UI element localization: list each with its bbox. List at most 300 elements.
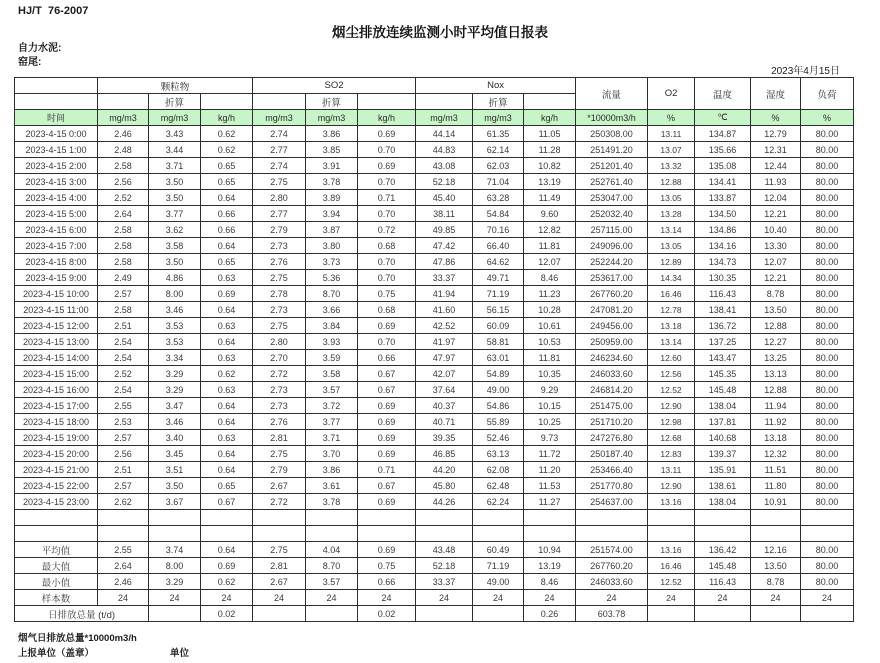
value-cell: 16.46 [648, 558, 695, 574]
value-cell: 137.25 [695, 334, 751, 350]
value-cell: 12.90 [648, 398, 695, 414]
value-cell: 253466.40 [576, 462, 648, 478]
value-cell: 13.11 [648, 126, 695, 142]
value-cell: 2.55 [98, 398, 149, 414]
value-cell: 80.00 [801, 350, 854, 366]
empty-cell [524, 510, 576, 526]
value-cell: 10.94 [524, 542, 576, 558]
value-cell: 3.72 [306, 398, 358, 414]
value-cell: 138.04 [695, 494, 751, 510]
time-cell: 2023-4-15 22:00 [15, 478, 98, 494]
value-cell: 63.01 [473, 350, 524, 366]
value-cell: 0.70 [358, 254, 416, 270]
value-cell: 2.67 [253, 574, 306, 590]
nox-converted-header: 折算 [473, 94, 524, 110]
value-cell: 80.00 [801, 270, 854, 286]
value-cell: 0.69 [358, 494, 416, 510]
value-cell: 24 [98, 590, 149, 606]
value-cell: 80.00 [801, 190, 854, 206]
value-cell: 2.58 [98, 158, 149, 174]
value-cell: 12.44 [751, 158, 801, 174]
value-cell: 136.72 [695, 318, 751, 334]
value-cell: 12.60 [648, 350, 695, 366]
unit-header: % [751, 110, 801, 126]
empty-cell [358, 526, 416, 542]
value-cell: 3.67 [149, 494, 201, 510]
unit-header: *10000m3/h [576, 110, 648, 126]
value-cell: 3.77 [306, 414, 358, 430]
time-cell: 2023-4-15 3:00 [15, 174, 98, 190]
value-cell: 12.78 [648, 302, 695, 318]
value-cell: 12.27 [751, 334, 801, 350]
value-cell: 3.94 [306, 206, 358, 222]
value-cell: 0.67 [201, 494, 253, 510]
value-cell: 3.59 [306, 350, 358, 366]
empty-cell [648, 510, 695, 526]
value-cell: 12.83 [648, 446, 695, 462]
value-cell: 0.71 [358, 462, 416, 478]
value-cell: 12.68 [648, 430, 695, 446]
time-cell: 2023-4-15 12:00 [15, 318, 98, 334]
value-cell: 3.91 [306, 158, 358, 174]
value-cell: 62.48 [473, 478, 524, 494]
value-cell: 249096.00 [576, 238, 648, 254]
empty-cell [648, 526, 695, 542]
value-cell: 13.05 [648, 238, 695, 254]
value-cell: 12.88 [751, 382, 801, 398]
value-cell: 45.80 [416, 478, 473, 494]
empty-cell [201, 94, 253, 110]
value-cell [149, 606, 201, 622]
table-row [15, 206, 854, 222]
value-cell: 13.14 [648, 334, 695, 350]
value-cell: 13.11 [648, 462, 695, 478]
value-cell: 130.35 [695, 270, 751, 286]
value-cell: 12.07 [751, 254, 801, 270]
value-cell: 80.00 [801, 206, 854, 222]
value-cell: 0.69 [358, 542, 416, 558]
value-cell: 252761.40 [576, 174, 648, 190]
empty-cell [15, 510, 98, 526]
value-cell: 44.14 [416, 126, 473, 142]
value-cell: 2.73 [253, 398, 306, 414]
value-cell: 24 [416, 590, 473, 606]
value-cell: 11.49 [524, 190, 576, 206]
empty-cell [416, 526, 473, 542]
value-cell: 2.48 [98, 142, 149, 158]
value-cell: 0.64 [201, 398, 253, 414]
value-cell: 251201.40 [576, 158, 648, 174]
value-cell: 12.16 [751, 542, 801, 558]
empty-cell [149, 510, 201, 526]
monitoring-data-table [14, 77, 854, 622]
empty-cell [695, 526, 751, 542]
value-cell: 24 [524, 590, 576, 606]
empty-cell [524, 94, 576, 110]
value-cell: 3.29 [149, 382, 201, 398]
value-cell: 80.00 [801, 222, 854, 238]
value-cell: 2.51 [98, 318, 149, 334]
value-cell: 0.68 [358, 238, 416, 254]
value-cell: 0.65 [201, 174, 253, 190]
time-cell: 2023-4-15 21:00 [15, 462, 98, 478]
value-cell: 64.62 [473, 254, 524, 270]
value-cell: 3.80 [306, 238, 358, 254]
value-cell: 267760.20 [576, 558, 648, 574]
table-row [15, 430, 854, 446]
empty-cell [801, 526, 854, 542]
time-cell: 2023-4-15 6:00 [15, 222, 98, 238]
value-cell: 2.57 [98, 430, 149, 446]
value-cell: 0.63 [201, 270, 253, 286]
group-header-so2: SO2 [253, 78, 416, 94]
value-cell: 3.84 [306, 318, 358, 334]
value-cell: 3.58 [306, 366, 358, 382]
value-cell: 0.64 [201, 238, 253, 254]
value-cell: 2.73 [253, 302, 306, 318]
unit-header: % [801, 110, 854, 126]
value-cell: 3.86 [306, 462, 358, 478]
value-cell: 2.58 [98, 302, 149, 318]
value-cell: 9.73 [524, 430, 576, 446]
group-header-humidity: 湿度 [751, 78, 801, 110]
value-cell: 2.72 [253, 494, 306, 510]
value-cell: 0.67 [358, 478, 416, 494]
summary-row [15, 590, 854, 606]
value-cell: 56.15 [473, 302, 524, 318]
value-cell: 41.94 [416, 286, 473, 302]
empty-cell [201, 526, 253, 542]
standard-code: HJ/T 76-2007 [18, 5, 89, 17]
value-cell: 11.27 [524, 494, 576, 510]
time-cell: 2023-4-15 16:00 [15, 382, 98, 398]
value-cell: 0.71 [358, 190, 416, 206]
value-cell: 63.13 [473, 446, 524, 462]
table-row [15, 446, 854, 462]
table-row [15, 398, 854, 414]
value-cell: 3.87 [306, 222, 358, 238]
value-cell: 12.21 [751, 206, 801, 222]
value-cell: 24 [801, 590, 854, 606]
table-row [15, 302, 854, 318]
monitoring-point: 窑尾: [18, 57, 42, 68]
value-cell: 80.00 [801, 174, 854, 190]
value-cell: 0.75 [358, 286, 416, 302]
value-cell: 54.84 [473, 206, 524, 222]
time-cell: 2023-4-15 10:00 [15, 286, 98, 302]
value-cell: 12.82 [524, 222, 576, 238]
unit-header: kg/h [358, 110, 416, 126]
group-header-flow: 流量 [576, 78, 648, 110]
value-cell: 145.48 [695, 558, 751, 574]
value-cell [801, 606, 854, 622]
company-name: 自力水泥: [18, 43, 62, 54]
value-cell: 49.71 [473, 270, 524, 286]
empty-cell [576, 526, 648, 542]
value-cell: 44.26 [416, 494, 473, 510]
value-cell: 3.46 [149, 414, 201, 430]
value-cell: 2.75 [253, 542, 306, 558]
value-cell: 3.43 [149, 126, 201, 142]
empty-cell [253, 94, 306, 110]
empty-cell [201, 510, 253, 526]
empty-cell [15, 94, 98, 110]
value-cell: 0.69 [358, 430, 416, 446]
value-cell: 13.16 [648, 542, 695, 558]
value-cell: 5.36 [306, 270, 358, 286]
value-cell: 0.63 [201, 318, 253, 334]
value-cell: 9.60 [524, 206, 576, 222]
group-header-temperature: 温度 [695, 78, 751, 110]
empty-cell [416, 510, 473, 526]
value-cell: 3.50 [149, 254, 201, 270]
value-cell: 11.20 [524, 462, 576, 478]
value-cell: 11.05 [524, 126, 576, 142]
value-cell: 2.78 [253, 286, 306, 302]
value-cell: 0.69 [358, 398, 416, 414]
table-row [15, 254, 854, 270]
table-row [15, 366, 854, 382]
value-cell: 2.53 [98, 414, 149, 430]
unit-header: kg/h [201, 110, 253, 126]
units-row [15, 110, 854, 126]
value-cell: 42.07 [416, 366, 473, 382]
report-title: 烟尘排放连续监测小时平均值日报表 [332, 25, 548, 40]
time-cell: 2023-4-15 7:00 [15, 238, 98, 254]
value-cell: 2.52 [98, 190, 149, 206]
value-cell: 10.61 [524, 318, 576, 334]
summary-label: 平均值 [15, 542, 98, 558]
value-cell: 54.89 [473, 366, 524, 382]
summary-row [15, 558, 854, 574]
table-row [15, 270, 854, 286]
value-cell: 2.46 [98, 574, 149, 590]
value-cell: 80.00 [801, 126, 854, 142]
value-cell: 66.40 [473, 238, 524, 254]
time-cell: 2023-4-15 13:00 [15, 334, 98, 350]
value-cell: 13.25 [751, 350, 801, 366]
value-cell: 38.11 [416, 206, 473, 222]
value-cell: 3.78 [306, 174, 358, 190]
value-cell: 0.02 [201, 606, 253, 622]
value-cell: 0.69 [358, 446, 416, 462]
value-cell: 2.56 [98, 174, 149, 190]
value-cell: 0.70 [358, 206, 416, 222]
unit-header: ℃ [695, 110, 751, 126]
value-cell: 11.81 [524, 350, 576, 366]
value-cell: 14.34 [648, 270, 695, 286]
value-cell: 3.29 [149, 574, 201, 590]
group-header-row [15, 78, 854, 94]
value-cell: 2.58 [98, 238, 149, 254]
value-cell: 140.68 [695, 430, 751, 446]
value-cell: 3.46 [149, 302, 201, 318]
value-cell: 246033.60 [576, 574, 648, 590]
value-cell [695, 606, 751, 622]
value-cell: 250187.40 [576, 446, 648, 462]
empty-cell [358, 510, 416, 526]
table-row [15, 190, 854, 206]
report-date: 2023年4月15日 [771, 66, 840, 77]
value-cell: 13.50 [751, 302, 801, 318]
time-cell: 2023-4-15 23:00 [15, 494, 98, 510]
value-cell: 80.00 [801, 318, 854, 334]
time-cell: 2023-4-15 15:00 [15, 366, 98, 382]
time-header: 时间 [15, 110, 98, 126]
unit-header: mg/m3 [416, 110, 473, 126]
value-cell: 13.18 [751, 430, 801, 446]
value-cell: 2.79 [253, 222, 306, 238]
value-cell: 0.26 [524, 606, 576, 622]
value-cell: 2.58 [98, 254, 149, 270]
unit-header: mg/m3 [306, 110, 358, 126]
value-cell: 80.00 [801, 382, 854, 398]
value-cell: 0.68 [358, 302, 416, 318]
value-cell: 0.62 [201, 126, 253, 142]
pm-converted-header: 折算 [149, 94, 201, 110]
summary-row [15, 574, 854, 590]
value-cell: 13.19 [524, 174, 576, 190]
value-cell: 71.19 [473, 558, 524, 574]
time-cell: 2023-4-15 14:00 [15, 350, 98, 366]
group-header-nox: Nox [416, 78, 576, 94]
empty-cell [306, 510, 358, 526]
value-cell: 2.70 [253, 350, 306, 366]
gap-row [15, 526, 854, 542]
value-cell: 55.89 [473, 414, 524, 430]
value-cell: 251475.00 [576, 398, 648, 414]
summary-label: 最大值 [15, 558, 98, 574]
value-cell: 0.64 [201, 542, 253, 558]
value-cell: 136.42 [695, 542, 751, 558]
reporting-unit-label: 上报单位（盖章） [18, 648, 95, 659]
value-cell: 2.73 [253, 382, 306, 398]
empty-cell [473, 526, 524, 542]
value-cell: 249456.00 [576, 318, 648, 334]
value-cell [416, 606, 473, 622]
value-cell: 0.70 [358, 174, 416, 190]
value-cell: 3.34 [149, 350, 201, 366]
value-cell: 0.63 [201, 382, 253, 398]
value-cell: 52.46 [473, 430, 524, 446]
value-cell: 0.70 [358, 142, 416, 158]
value-cell: 4.86 [149, 270, 201, 286]
value-cell: 0.62 [201, 142, 253, 158]
value-cell: 52.18 [416, 558, 473, 574]
value-cell: 24 [149, 590, 201, 606]
value-cell: 116.43 [695, 574, 751, 590]
value-cell: 252244.20 [576, 254, 648, 270]
value-cell: 2.51 [98, 462, 149, 478]
unit-header: mg/m3 [149, 110, 201, 126]
value-cell: 251574.00 [576, 542, 648, 558]
value-cell: 4.04 [306, 542, 358, 558]
value-cell: 12.89 [648, 254, 695, 270]
unit-header: mg/m3 [473, 110, 524, 126]
value-cell: 3.40 [149, 430, 201, 446]
value-cell: 44.20 [416, 462, 473, 478]
empty-cell [98, 94, 149, 110]
value-cell: 250959.00 [576, 334, 648, 350]
value-cell: 143.47 [695, 350, 751, 366]
time-cell: 2023-4-15 0:00 [15, 126, 98, 142]
value-cell: 13.14 [648, 222, 695, 238]
value-cell: 2.75 [253, 446, 306, 462]
value-cell: 135.91 [695, 462, 751, 478]
value-cell: 2.54 [98, 382, 149, 398]
value-cell: 63.28 [473, 190, 524, 206]
value-cell: 39.35 [416, 430, 473, 446]
value-cell: 2.55 [98, 542, 149, 558]
value-cell: 13.19 [524, 558, 576, 574]
value-cell: 42.52 [416, 318, 473, 334]
value-cell: 41.97 [416, 334, 473, 350]
value-cell: 10.82 [524, 158, 576, 174]
daily-total-row [15, 606, 854, 622]
value-cell: 80.00 [801, 238, 854, 254]
value-cell: 71.19 [473, 286, 524, 302]
value-cell: 3.70 [306, 446, 358, 462]
value-cell: 8.46 [524, 574, 576, 590]
value-cell: 33.37 [416, 270, 473, 286]
value-cell: 24 [201, 590, 253, 606]
value-cell [473, 606, 524, 622]
value-cell: 134.86 [695, 222, 751, 238]
value-cell: 2.62 [98, 494, 149, 510]
value-cell: 12.31 [751, 142, 801, 158]
value-cell: 134.50 [695, 206, 751, 222]
value-cell: 8.00 [149, 558, 201, 574]
time-cell: 2023-4-15 9:00 [15, 270, 98, 286]
value-cell: 0.66 [201, 206, 253, 222]
value-cell: 134.73 [695, 254, 751, 270]
value-cell: 71.04 [473, 174, 524, 190]
value-cell: 13.16 [648, 494, 695, 510]
value-cell: 0.63 [201, 430, 253, 446]
summary-label: 样本数 [15, 590, 98, 606]
value-cell: 10.53 [524, 334, 576, 350]
value-cell: 134.41 [695, 174, 751, 190]
value-cell: 2.49 [98, 270, 149, 286]
value-cell: 3.74 [149, 542, 201, 558]
value-cell: 0.65 [201, 158, 253, 174]
value-cell: 12.56 [648, 366, 695, 382]
summary-label: 最小值 [15, 574, 98, 590]
time-cell: 2023-4-15 8:00 [15, 254, 98, 270]
value-cell: 246814.20 [576, 382, 648, 398]
value-cell: 2.64 [98, 558, 149, 574]
empty-cell [524, 526, 576, 542]
value-cell: 8.70 [306, 558, 358, 574]
value-cell: 46.85 [416, 446, 473, 462]
value-cell: 0.63 [201, 350, 253, 366]
value-cell: 246234.60 [576, 350, 648, 366]
value-cell: 80.00 [801, 334, 854, 350]
value-cell: 3.57 [306, 382, 358, 398]
value-cell: 0.69 [358, 318, 416, 334]
value-cell: 8.70 [306, 286, 358, 302]
value-cell: 80.00 [801, 494, 854, 510]
value-cell [253, 606, 306, 622]
value-cell: 13.50 [751, 558, 801, 574]
table-row [15, 414, 854, 430]
value-cell: 58.81 [473, 334, 524, 350]
value-cell: 2.80 [253, 334, 306, 350]
empty-cell [253, 526, 306, 542]
value-cell: 247081.20 [576, 302, 648, 318]
value-cell: 0.70 [358, 334, 416, 350]
value-cell: 0.62 [201, 574, 253, 590]
